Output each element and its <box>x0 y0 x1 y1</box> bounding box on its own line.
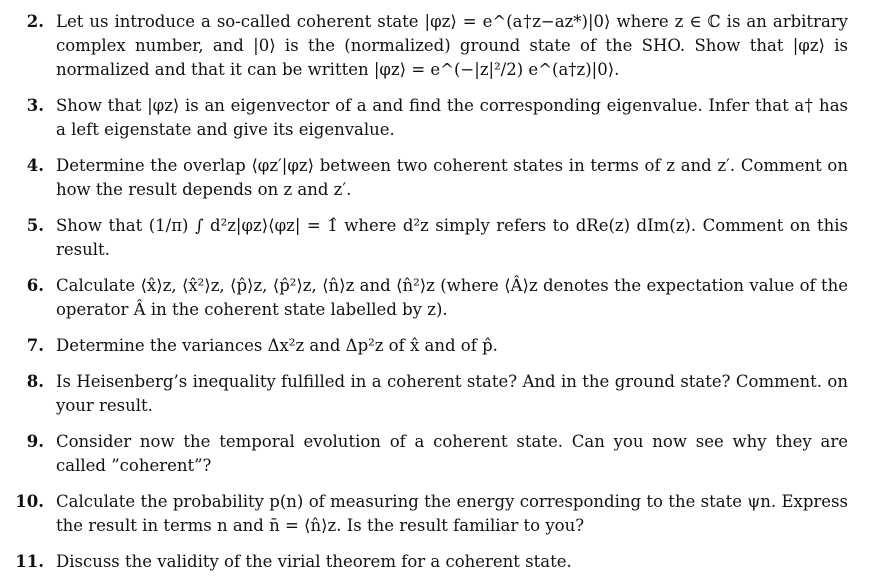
problem-item <box>14 94 848 142</box>
problem-text: Show that (1/π) ∫ d²z|φz⟩⟨φz| = 1̂ where d²z simply refers to dRe(z) dIm(z). Comment on this result. <box>56 216 848 259</box>
problem-item <box>14 430 848 478</box>
problem-list <box>14 10 848 574</box>
problem-item <box>14 550 848 574</box>
problem-item <box>14 154 848 202</box>
problem-text: Calculate the probability p(n) of measuring the energy corresponding to the state ψn. Express the result in terms n and n̄ = ⟨n̂⟩z. Is the result familiar to you? <box>56 492 848 535</box>
problem-number: 8. <box>26 372 44 391</box>
problem-text: Determine the variances Δx²z and Δp²z of x̂ and of p̂. <box>56 336 498 355</box>
problem-text: Determine the overlap ⟨φz′|φz⟩ between two coherent states in terms of z and z′. Comment on how the result depends on z and z′. <box>56 156 848 199</box>
problem-text: Show that |φz⟩ is an eigenvector of a and find the corresponding eigenvalue. Infer that a† has a left eigenstate and give its eigenvalue. <box>56 96 848 139</box>
problem-number: 4. <box>26 156 44 175</box>
problem-number: 11. <box>15 552 44 571</box>
problem-text: Let us introduce a so-called coherent state |φz⟩ = e^(a†z−az*)|0⟩ where z ∈ ℂ is an arbitrary complex number, and |0⟩ is the (normalized) ground state of the SHO. Show that |φz⟩ is normalized and that it can be written |φz⟩ = e^(−|z|²/2) e^(a†z)|0⟩. <box>56 12 848 79</box>
problem-number: 3. <box>26 96 44 115</box>
problem-text: Calculate ⟨x̂⟩z, ⟨x̂²⟩z, ⟨p̂⟩z, ⟨p̂²⟩z, ⟨n̂⟩z and ⟨n̂²⟩z (where ⟨Â⟩z denotes the expectation value of the operator Â in the coherent state labelled by z). <box>56 276 848 319</box>
problem-item <box>14 214 848 262</box>
problem-number: 6. <box>26 276 44 295</box>
problem-number: 9. <box>26 432 44 451</box>
problem-number: 5. <box>26 216 44 235</box>
problem-item <box>14 274 848 322</box>
problem-item <box>14 370 848 418</box>
problem-item <box>14 490 848 538</box>
problem-text: Discuss the validity of the virial theorem for a coherent state. <box>56 552 572 571</box>
problem-number: 7. <box>26 336 44 355</box>
problem-item <box>14 334 848 358</box>
problem-text: Consider now the temporal evolution of a coherent state. Can you now see why they are called ”coherent”? <box>56 432 848 475</box>
problem-text: Is Heisenberg’s inequality fulfilled in a coherent state? And in the ground state? Comment. on your result. <box>56 372 848 415</box>
problem-item <box>14 10 848 82</box>
problem-number: 10. <box>15 492 44 511</box>
problem-number: 2. <box>26 12 44 31</box>
